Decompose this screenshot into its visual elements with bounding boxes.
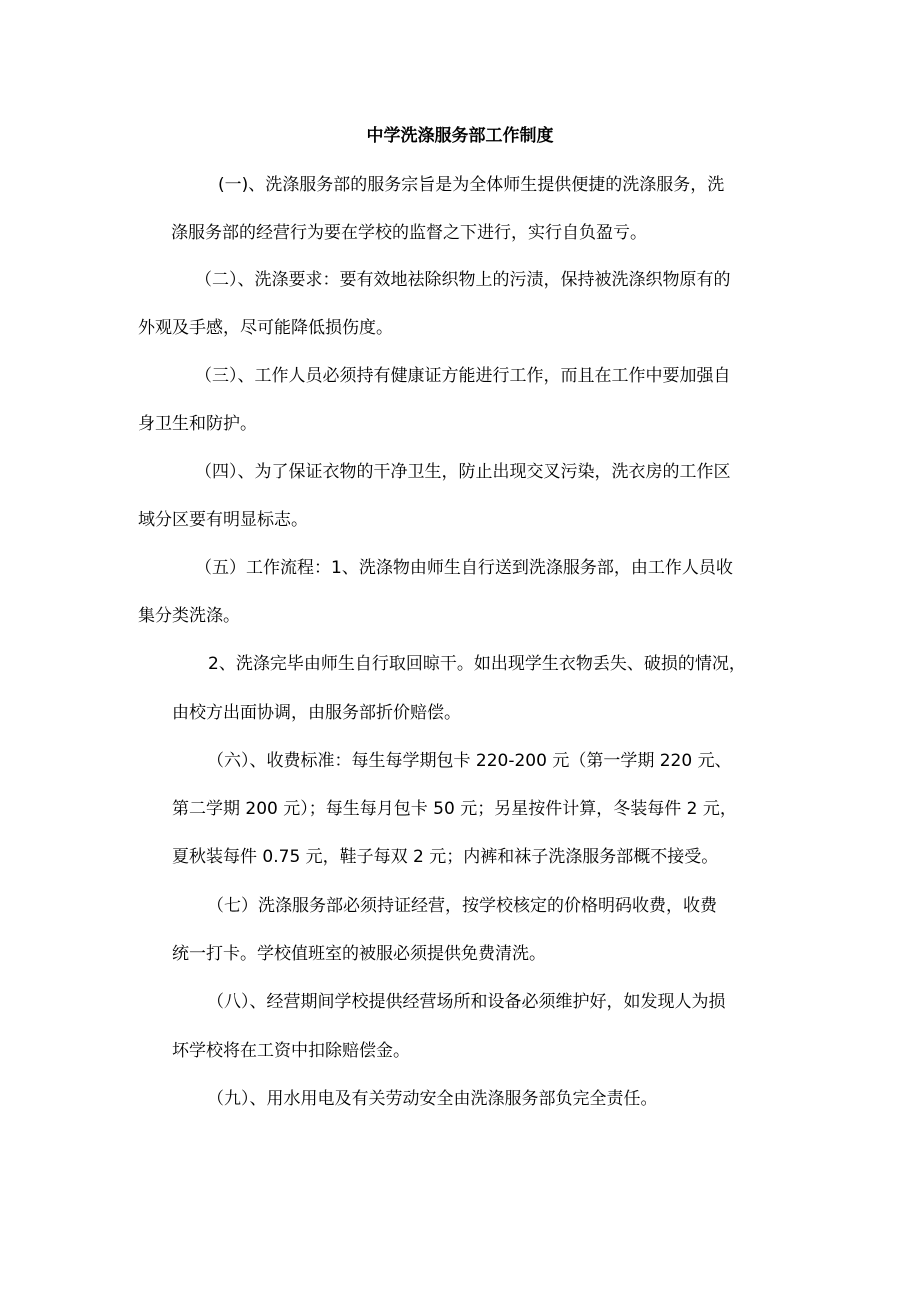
paragraph-1-line-2: 涤服务部的经营行为要在学校的监督之下进行，实行自负盈亏。	[171, 223, 647, 243]
paragraph-7-line-3: 夏秋装每件 0.75 元，鞋子每双 2 元；内裤和袜子洗涤服务部概不接受。	[172, 847, 719, 867]
document-title: 中学洗涤服务部工作制度	[366, 126, 554, 146]
paragraph-7-line-1: （六）、收费标准：每生每学期包卡 220-200 元（第一学期 220 元、	[207, 751, 732, 771]
paragraph-8-line-2: 统一打卡。学校值班室的被服必须提供免费清洗。	[172, 944, 546, 964]
paragraph-3-line-1: （三）、工作人员必须持有健康证方能进行工作，而且在工作中要加强自	[195, 366, 731, 386]
paragraph-9-line-2: 坏学校将在工资中扣除赔偿金。	[172, 1041, 410, 1061]
paragraph-4-line-1: （四）、为了保证衣物的干净卫生，防止出现交叉污染，洗衣房的工作区	[195, 462, 731, 482]
paragraph-2-line-2: 外观及手感，尽可能降低损伤度。	[138, 318, 393, 338]
paragraph-5-line-2: 集分类洗涤。	[138, 606, 240, 626]
paragraph-4-line-2: 域分区要有明显标志。	[138, 510, 308, 530]
paragraph-9-line-1: （八）、经营期间学校提供经营场所和设备必须维护好，如发现人为损	[207, 992, 726, 1012]
paragraph-7-line-2: 第二学期 200 元）；每生每月包卡 50 元；另星按件计算，冬装每件 2 元，	[172, 799, 737, 819]
paragraph-5-line-1: （五）工作流程：1、洗涤物由师生自行送到洗涤服务部，由工作人员收	[195, 558, 733, 578]
paragraph-1-line-1: (一)、洗涤服务部的服务宗旨是为全体师生提供便捷的洗涤服务，洗	[218, 175, 725, 195]
paragraph-2-line-1: （二）、洗涤要求：要有效地祛除织物上的污渍，保持被洗涤织物原有的	[195, 270, 731, 290]
paragraph-10-line-1: （九）、用水用电及有关劳动安全由洗涤服务部负完全责任。	[207, 1089, 658, 1109]
paragraph-6-line-2: 由校方出面协调，由服务部折价赔偿。	[172, 703, 461, 723]
paragraph-3-line-2: 身卫生和防护。	[138, 414, 257, 434]
paragraph-8-line-1: （七）洗涤服务部必须持证经营，按学校核定的价格明码收费，收费	[207, 896, 717, 916]
paragraph-6-line-1: 2、洗涤完毕由师生自行取回晾干。如出现学生衣物丢失、破损的情况，	[208, 654, 746, 674]
